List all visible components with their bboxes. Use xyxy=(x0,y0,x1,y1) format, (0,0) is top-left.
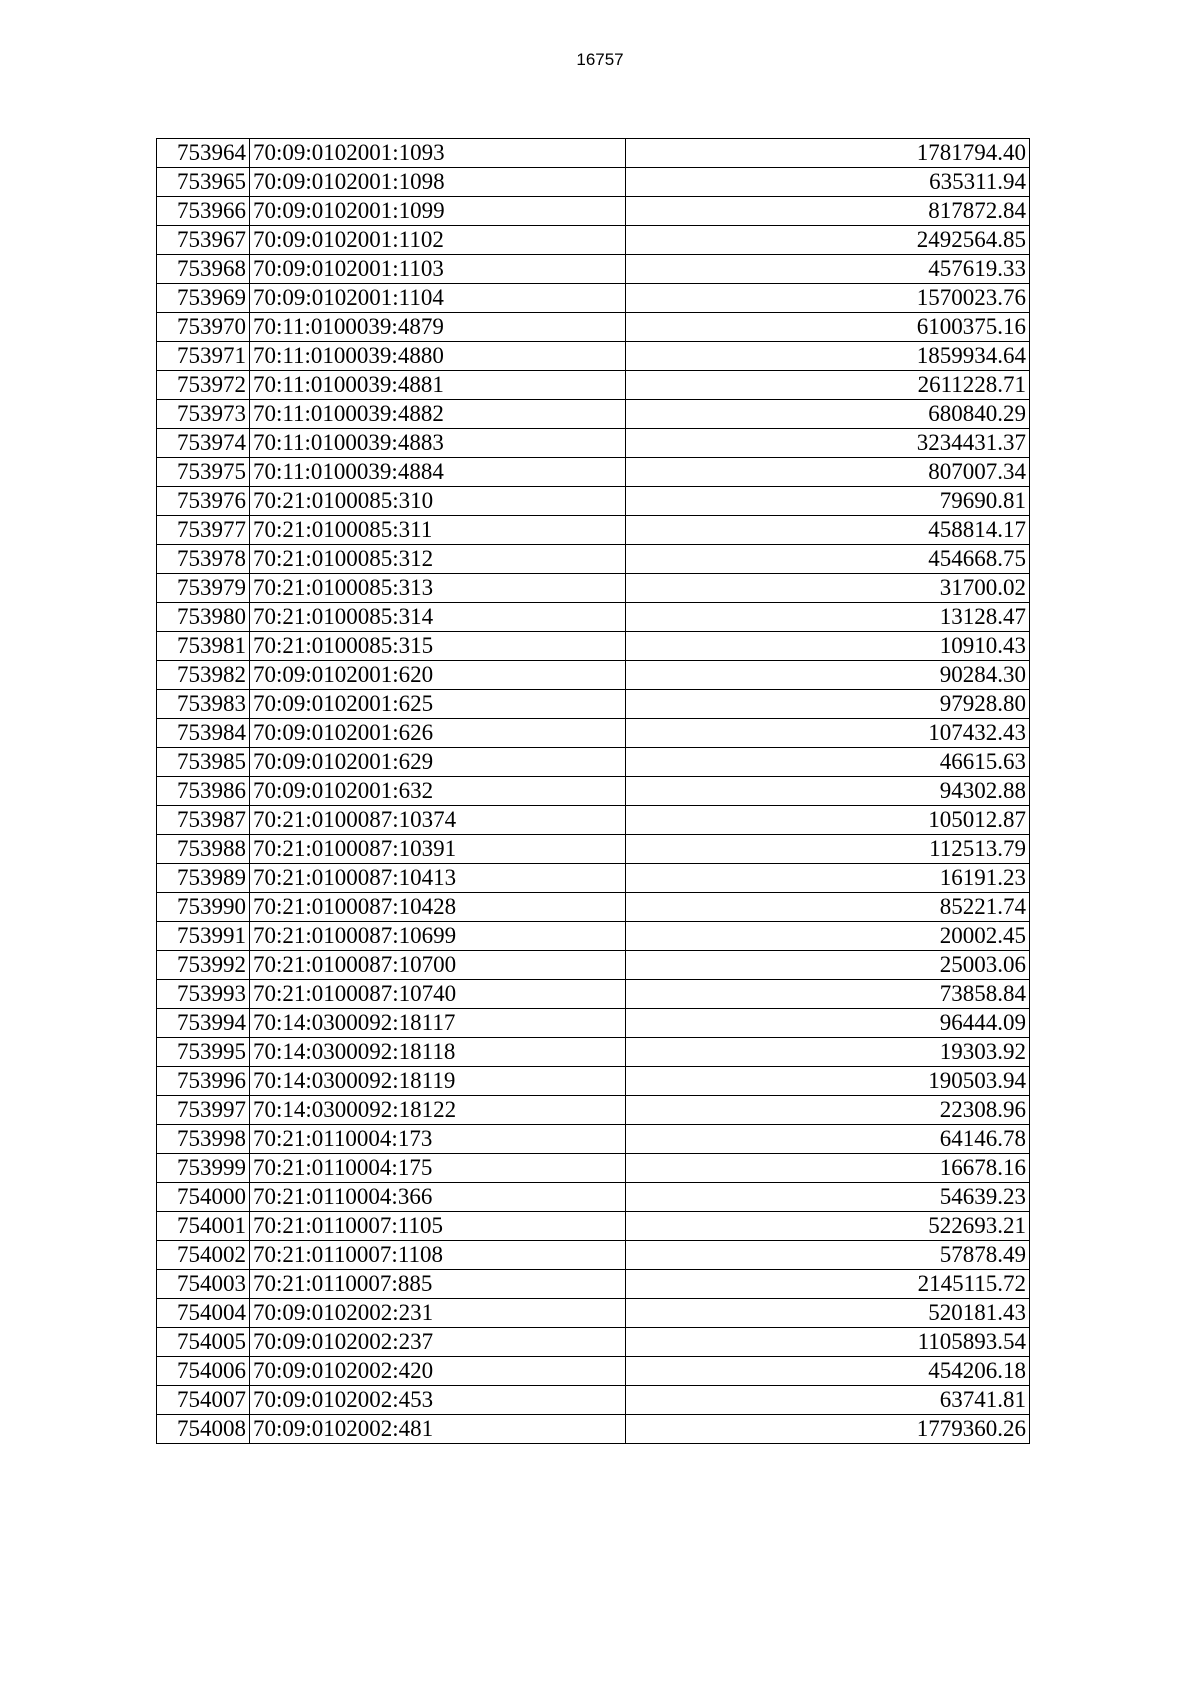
cadastral-number-cell: 70:09:0102001:1103 xyxy=(250,255,626,284)
table-row xyxy=(157,1125,1030,1154)
row-id-cell: 753996 xyxy=(157,1067,250,1096)
value-cell: 1779360.26 xyxy=(626,1415,1030,1444)
cadastral-number-cell: 70:21:0100085:310 xyxy=(250,487,626,516)
row-id-cell: 753993 xyxy=(157,980,250,1009)
cadastral-number-cell: 70:09:0102002:231 xyxy=(250,1299,626,1328)
row-id-cell: 754001 xyxy=(157,1212,250,1241)
value-cell: 16678.16 xyxy=(626,1154,1030,1183)
table-row xyxy=(157,835,1030,864)
table-row xyxy=(157,1009,1030,1038)
cadastral-number-cell: 70:11:0100039:4881 xyxy=(250,371,626,400)
row-id-cell: 754007 xyxy=(157,1386,250,1415)
row-id-cell: 753971 xyxy=(157,342,250,371)
table-row xyxy=(157,574,1030,603)
cadastral-number-cell: 70:21:0110007:885 xyxy=(250,1270,626,1299)
row-id-cell: 754006 xyxy=(157,1357,250,1386)
value-cell: 85221.74 xyxy=(626,893,1030,922)
row-id-cell: 753999 xyxy=(157,1154,250,1183)
cadastral-number-cell: 70:11:0100039:4879 xyxy=(250,313,626,342)
row-id-cell: 753995 xyxy=(157,1038,250,1067)
value-cell: 3234431.37 xyxy=(626,429,1030,458)
row-id-cell: 753967 xyxy=(157,226,250,255)
table-row xyxy=(157,603,1030,632)
page-number: 16757 xyxy=(576,50,624,69)
cadastral-number-cell: 70:09:0102001:620 xyxy=(250,661,626,690)
value-cell: 96444.09 xyxy=(626,1009,1030,1038)
table-row xyxy=(157,545,1030,574)
value-cell: 90284.30 xyxy=(626,661,1030,690)
value-cell: 1859934.64 xyxy=(626,342,1030,371)
row-id-cell: 753966 xyxy=(157,197,250,226)
cadastral-number-cell: 70:09:0102001:625 xyxy=(250,690,626,719)
value-cell: 454668.75 xyxy=(626,545,1030,574)
table-row xyxy=(157,429,1030,458)
value-cell: 520181.43 xyxy=(626,1299,1030,1328)
row-id-cell: 754003 xyxy=(157,1270,250,1299)
cadastral-number-cell: 70:21:0100087:10413 xyxy=(250,864,626,893)
row-id-cell: 753991 xyxy=(157,922,250,951)
row-id-cell: 753989 xyxy=(157,864,250,893)
table-row xyxy=(157,400,1030,429)
row-id-cell: 753985 xyxy=(157,748,250,777)
value-cell: 458814.17 xyxy=(626,516,1030,545)
row-id-cell: 754004 xyxy=(157,1299,250,1328)
table-row xyxy=(157,1386,1030,1415)
table-row xyxy=(157,1038,1030,1067)
cadastral-number-cell: 70:21:0100087:10740 xyxy=(250,980,626,1009)
table-row xyxy=(157,313,1030,342)
row-id-cell: 753994 xyxy=(157,1009,250,1038)
row-id-cell: 754005 xyxy=(157,1328,250,1357)
table-row xyxy=(157,1270,1030,1299)
table-body xyxy=(157,139,1030,1444)
row-id-cell: 753979 xyxy=(157,574,250,603)
table-row xyxy=(157,1154,1030,1183)
row-id-cell: 753981 xyxy=(157,632,250,661)
value-cell: 63741.81 xyxy=(626,1386,1030,1415)
table-row xyxy=(157,864,1030,893)
row-id-cell: 753988 xyxy=(157,835,250,864)
value-cell: 19303.92 xyxy=(626,1038,1030,1067)
table-row xyxy=(157,1357,1030,1386)
row-id-cell: 753965 xyxy=(157,168,250,197)
cadastral-number-cell: 70:09:0102001:1104 xyxy=(250,284,626,313)
cadastral-number-cell: 70:21:0110007:1108 xyxy=(250,1241,626,1270)
cadastral-number-cell: 70:21:0100085:311 xyxy=(250,516,626,545)
cadastral-number-cell: 70:21:0110004:175 xyxy=(250,1154,626,1183)
row-id-cell: 753972 xyxy=(157,371,250,400)
value-cell: 31700.02 xyxy=(626,574,1030,603)
row-id-cell: 753986 xyxy=(157,777,250,806)
table-row xyxy=(157,1415,1030,1444)
row-id-cell: 753974 xyxy=(157,429,250,458)
table-row xyxy=(157,719,1030,748)
cadastral-number-cell: 70:11:0100039:4883 xyxy=(250,429,626,458)
cadastral-number-cell: 70:09:0102001:629 xyxy=(250,748,626,777)
value-cell: 73858.84 xyxy=(626,980,1030,1009)
table-row xyxy=(157,951,1030,980)
table-row xyxy=(157,139,1030,168)
row-id-cell: 753977 xyxy=(157,516,250,545)
table-row xyxy=(157,1328,1030,1357)
cadastral-number-cell: 70:09:0102002:453 xyxy=(250,1386,626,1415)
value-cell: 16191.23 xyxy=(626,864,1030,893)
cadastral-number-cell: 70:09:0102001:1102 xyxy=(250,226,626,255)
cadastral-number-cell: 70:21:0100087:10374 xyxy=(250,806,626,835)
value-cell: 13128.47 xyxy=(626,603,1030,632)
row-id-cell: 754000 xyxy=(157,1183,250,1212)
value-cell: 680840.29 xyxy=(626,400,1030,429)
row-id-cell: 753968 xyxy=(157,255,250,284)
value-cell: 97928.80 xyxy=(626,690,1030,719)
table-row xyxy=(157,748,1030,777)
cadastral-number-cell: 70:14:0300092:18122 xyxy=(250,1096,626,1125)
row-id-cell: 753997 xyxy=(157,1096,250,1125)
value-cell: 522693.21 xyxy=(626,1212,1030,1241)
table-row xyxy=(157,777,1030,806)
value-cell: 1105893.54 xyxy=(626,1328,1030,1357)
cadastral-number-cell: 70:21:0110004:173 xyxy=(250,1125,626,1154)
cadastral-number-cell: 70:21:0100085:313 xyxy=(250,574,626,603)
value-cell: 1781794.40 xyxy=(626,139,1030,168)
cadastral-number-cell: 70:11:0100039:4884 xyxy=(250,458,626,487)
table-row xyxy=(157,458,1030,487)
cadastral-number-cell: 70:09:0102002:237 xyxy=(250,1328,626,1357)
cadastral-number-cell: 70:21:0110004:366 xyxy=(250,1183,626,1212)
value-cell: 635311.94 xyxy=(626,168,1030,197)
row-id-cell: 753990 xyxy=(157,893,250,922)
cadastral-number-cell: 70:11:0100039:4882 xyxy=(250,400,626,429)
table-row xyxy=(157,661,1030,690)
cadastral-number-cell: 70:21:0110007:1105 xyxy=(250,1212,626,1241)
cadastral-number-cell: 70:09:0102001:1099 xyxy=(250,197,626,226)
table-row xyxy=(157,893,1030,922)
table-row xyxy=(157,487,1030,516)
cadastral-number-cell: 70:21:0100087:10391 xyxy=(250,835,626,864)
table-row xyxy=(157,806,1030,835)
value-cell: 2492564.85 xyxy=(626,226,1030,255)
cadastral-number-cell: 70:21:0100085:312 xyxy=(250,545,626,574)
value-cell: 64146.78 xyxy=(626,1125,1030,1154)
table-row xyxy=(157,1067,1030,1096)
value-cell: 454206.18 xyxy=(626,1357,1030,1386)
row-id-cell: 753975 xyxy=(157,458,250,487)
table-row xyxy=(157,226,1030,255)
table-row xyxy=(157,284,1030,313)
row-id-cell: 753987 xyxy=(157,806,250,835)
table-row xyxy=(157,371,1030,400)
row-id-cell: 753980 xyxy=(157,603,250,632)
cadastral-number-cell: 70:09:0102001:632 xyxy=(250,777,626,806)
value-cell: 25003.06 xyxy=(626,951,1030,980)
cadastral-number-cell: 70:09:0102002:481 xyxy=(250,1415,626,1444)
cadastral-number-cell: 70:21:0100087:10428 xyxy=(250,893,626,922)
value-cell: 112513.79 xyxy=(626,835,1030,864)
cadastral-number-cell: 70:09:0102001:1098 xyxy=(250,168,626,197)
row-id-cell: 753992 xyxy=(157,951,250,980)
cadastral-number-cell: 70:09:0102002:420 xyxy=(250,1357,626,1386)
value-cell: 107432.43 xyxy=(626,719,1030,748)
value-cell: 54639.23 xyxy=(626,1183,1030,1212)
row-id-cell: 753976 xyxy=(157,487,250,516)
cadastral-number-cell: 70:14:0300092:18119 xyxy=(250,1067,626,1096)
table-row xyxy=(157,1212,1030,1241)
row-id-cell: 753973 xyxy=(157,400,250,429)
value-cell: 807007.34 xyxy=(626,458,1030,487)
value-cell: 20002.45 xyxy=(626,922,1030,951)
table-row xyxy=(157,255,1030,284)
cadastral-number-cell: 70:14:0300092:18117 xyxy=(250,1009,626,1038)
value-cell: 79690.81 xyxy=(626,487,1030,516)
value-cell: 105012.87 xyxy=(626,806,1030,835)
row-id-cell: 753978 xyxy=(157,545,250,574)
table-row xyxy=(157,632,1030,661)
table-row xyxy=(157,1299,1030,1328)
value-cell: 2145115.72 xyxy=(626,1270,1030,1299)
cadastral-number-cell: 70:21:0100087:10700 xyxy=(250,951,626,980)
value-cell: 57878.49 xyxy=(626,1241,1030,1270)
value-cell: 457619.33 xyxy=(626,255,1030,284)
value-cell: 1570023.76 xyxy=(626,284,1030,313)
value-cell: 2611228.71 xyxy=(626,371,1030,400)
row-id-cell: 754008 xyxy=(157,1415,250,1444)
row-id-cell: 753982 xyxy=(157,661,250,690)
table-row xyxy=(157,342,1030,371)
row-id-cell: 753969 xyxy=(157,284,250,313)
row-id-cell: 753984 xyxy=(157,719,250,748)
row-id-cell: 753964 xyxy=(157,139,250,168)
table-row xyxy=(157,980,1030,1009)
row-id-cell: 753998 xyxy=(157,1125,250,1154)
value-cell: 817872.84 xyxy=(626,197,1030,226)
cadastral-number-cell: 70:09:0102001:626 xyxy=(250,719,626,748)
cadastral-number-cell: 70:14:0300092:18118 xyxy=(250,1038,626,1067)
value-cell: 46615.63 xyxy=(626,748,1030,777)
table-row xyxy=(157,197,1030,226)
value-cell: 10910.43 xyxy=(626,632,1030,661)
table-row xyxy=(157,1241,1030,1270)
cadastral-number-cell: 70:09:0102001:1093 xyxy=(250,139,626,168)
cadastral-number-cell: 70:21:0100085:315 xyxy=(250,632,626,661)
value-cell: 190503.94 xyxy=(626,1067,1030,1096)
table-row xyxy=(157,168,1030,197)
value-cell: 94302.88 xyxy=(626,777,1030,806)
row-id-cell: 753983 xyxy=(157,690,250,719)
value-cell: 22308.96 xyxy=(626,1096,1030,1125)
row-id-cell: 754002 xyxy=(157,1241,250,1270)
cadastral-number-cell: 70:21:0100087:10699 xyxy=(250,922,626,951)
table-row xyxy=(157,516,1030,545)
value-cell: 6100375.16 xyxy=(626,313,1030,342)
cadastral-number-cell: 70:21:0100085:314 xyxy=(250,603,626,632)
table-row xyxy=(157,690,1030,719)
row-id-cell: 753970 xyxy=(157,313,250,342)
table-row xyxy=(157,922,1030,951)
cadastral-value-table xyxy=(156,138,1030,1444)
table-row xyxy=(157,1096,1030,1125)
table-row xyxy=(157,1183,1030,1212)
cadastral-number-cell: 70:11:0100039:4880 xyxy=(250,342,626,371)
